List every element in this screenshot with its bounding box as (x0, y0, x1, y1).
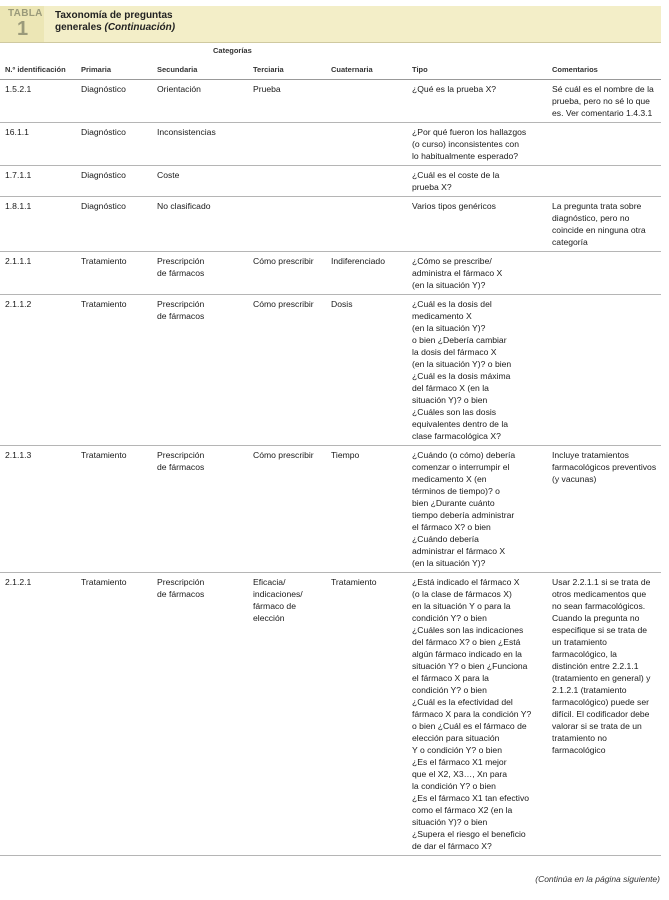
cell-primaria-text: Diagnóstico (81, 170, 126, 180)
cell-primaria (76, 252, 152, 295)
tabla-number: 1 (17, 18, 29, 40)
col-header-secundaria: Secundaria (157, 65, 198, 74)
cell-comentarios-text: Incluye tratamientos farmacológicos preventivos (y vacunas) (552, 450, 657, 484)
cell-primaria-text: Tratamiento (81, 299, 127, 309)
cell-id-text: 16.1.1 (5, 127, 29, 137)
cell-terciaria (248, 123, 326, 166)
cell-primaria (76, 123, 152, 166)
cell-id (0, 446, 76, 573)
table-row (0, 166, 661, 197)
cell-secundaria-text: No clasificado (157, 201, 211, 211)
cell-cuaternaria-text: Dosis (331, 299, 353, 309)
cell-id-text: 2.1.1.2 (5, 299, 32, 309)
cell-id (0, 197, 76, 252)
cell-terciaria (248, 197, 326, 252)
table-body (0, 80, 661, 856)
cell-id-text: 2.1.2.1 (5, 577, 32, 587)
cell-terciaria (248, 252, 326, 295)
cell-secundaria-text: Prescripción de fármacos (157, 450, 205, 472)
cell-primaria-text: Tratamiento (81, 450, 127, 460)
column-header-row (0, 62, 661, 80)
cell-terciaria-text: Cómo prescribir (253, 450, 314, 460)
cell-terciaria (248, 446, 326, 573)
title-line-1: Taxonomía de preguntas (55, 10, 173, 21)
cell-secundaria (152, 80, 248, 123)
cell-primaria (76, 197, 152, 252)
cell-id-text: 1.5.2.1 (5, 84, 32, 94)
cell-cuaternaria (326, 123, 407, 166)
cell-tipo (407, 197, 547, 252)
cell-secundaria-text: Prescripción de fármacos (157, 299, 205, 321)
cell-primaria (76, 446, 152, 573)
cell-secundaria-text: Coste (157, 170, 180, 180)
cell-primaria (76, 573, 152, 856)
cell-tipo (407, 446, 547, 573)
cell-secundaria (152, 295, 248, 446)
cell-id-text: 2.1.1.1 (5, 256, 32, 266)
cell-id (0, 166, 76, 197)
col-header-tipo: Tipo (412, 65, 428, 74)
table-row (0, 573, 661, 856)
tabla-label: TABLA (8, 8, 43, 19)
cell-secundaria-text: Prescripción de fármacos (157, 577, 205, 599)
table-row (0, 80, 661, 123)
col-header-terciaria: Terciaria (253, 65, 284, 74)
cell-comentarios (547, 446, 661, 573)
cell-secundaria-text: Inconsistencias (157, 127, 216, 137)
table-title (55, 10, 175, 34)
cell-primaria (76, 295, 152, 446)
cell-cuaternaria (326, 295, 407, 446)
table-row (0, 446, 661, 573)
cell-comentarios-text: Sé cuál es el nombre de la prueba, pero no sé lo que es. Ver comentario 1.4.3.1 (552, 84, 654, 118)
table-row (0, 197, 661, 252)
cell-id (0, 573, 76, 856)
cell-primaria (76, 80, 152, 123)
taxonomy-table (0, 62, 661, 856)
cell-secundaria (152, 123, 248, 166)
title-line-2: generales (55, 22, 102, 33)
cell-secundaria-text: Orientación (157, 84, 201, 94)
cell-tipo-text: ¿Cuál es el coste de la prueba X? (412, 170, 500, 192)
table-row (0, 252, 661, 295)
cell-comentarios (547, 166, 661, 197)
cell-secundaria (152, 252, 248, 295)
col-header-comentarios: Comentarios (552, 65, 598, 74)
cell-cuaternaria-text: Tratamiento (331, 577, 377, 587)
cell-secundaria (152, 197, 248, 252)
cell-secundaria-text: Prescripción de fármacos (157, 256, 205, 278)
cell-id-text: 2.1.1.3 (5, 450, 32, 460)
cell-terciaria (248, 80, 326, 123)
col-header-id: N.º identificación (5, 65, 66, 74)
cell-id (0, 295, 76, 446)
cell-cuaternaria (326, 80, 407, 123)
cell-primaria-text: Diagnóstico (81, 127, 126, 137)
cell-comentarios (547, 252, 661, 295)
cell-cuaternaria (326, 166, 407, 197)
cell-comentarios-text: La pregunta trata sobre diagnóstico, pero no coincide en ninguna otra categoría (552, 201, 646, 247)
cell-tipo (407, 123, 547, 166)
cell-terciaria (248, 295, 326, 446)
cell-comentarios (547, 197, 661, 252)
cell-comentarios-text: Usar 2.2.1.1 si se trata de otros medicamentos que no sean farmacológicos. Cuando la pregunta no especifique si se trata de un tratamiento farmacológico, la distinción entre 2.2.1.1 (tratamiento en general) y 2.1.2.1 (tratamiento farmacológico) puede ser difícil. El codificador debe valorar si se trata de un tratamiento no farmacológico (552, 577, 651, 755)
cell-id (0, 80, 76, 123)
cell-primaria-text: Tratamiento (81, 256, 127, 266)
cell-comentarios (547, 573, 661, 856)
cell-primaria-text: Tratamiento (81, 577, 127, 587)
table-header-banner (0, 6, 661, 43)
cell-cuaternaria-text: Indiferenciado (331, 256, 385, 266)
table-row (0, 123, 661, 166)
cell-id (0, 123, 76, 166)
col-header-cuaternaria: Cuaternaria (331, 65, 373, 74)
continuation-note: (Continúa en la página siguiente) (535, 874, 660, 884)
cell-comentarios (547, 295, 661, 446)
cell-primaria-text: Diagnóstico (81, 84, 126, 94)
cell-primaria (76, 166, 152, 197)
cell-tipo-text: ¿Cuál es la dosis del medicamento X (en la situación Y)? o bien ¿Debería cambiar la dosis del fármaco X (en la situación Y)? o bien ¿Cuál es la dosis máxima del fármaco X (en la situación Y)? o bien ¿Cuáles son las dosis equivalentes dentro de la clase farmacológica X? (412, 299, 512, 441)
cell-cuaternaria (326, 197, 407, 252)
cell-tipo-text: ¿Cómo se prescribe/ administra el fármaco X (en la situación Y)? (412, 256, 503, 290)
cell-cuaternaria (326, 446, 407, 573)
cell-tipo (407, 252, 547, 295)
cell-id (0, 252, 76, 295)
cell-tipo-text: Varios tipos genéricos (412, 201, 496, 211)
cell-terciaria (248, 166, 326, 197)
cell-terciaria-text: Prueba (253, 84, 281, 94)
cell-secundaria (152, 166, 248, 197)
cell-tipo-text: ¿Está indicado el fármaco X (o la clase de fármacos X) en la situación Y o para la condición Y? o bien ¿Cuáles son las indicaciones del fármaco X? o bien ¿Está algún fármaco indicado en la situación Y? o bien ¿Funciona el fármaco X para la condición Y? o bien ¿Cuál es la efectividad del fármaco X para la condición Y? o bien ¿Cuál es el fármaco de elección para situación Y o condición Y? o bien ¿Es el fármaco X1 mejor que el X2, X3…, Xn para la condición Y? o bien ¿Es el fármaco X1 tan efectivo como el fármaco X2 (en la situación Y)? o bien ¿Supera el riesgo el beneficio de dar el fármaco X? (412, 577, 532, 851)
col-header-primaria: Primaria (81, 65, 112, 74)
cell-terciaria-text: Cómo prescribir (253, 256, 314, 266)
cell-tipo (407, 573, 547, 856)
cell-tipo (407, 80, 547, 123)
tabla-badge (0, 6, 44, 42)
cell-tipo (407, 166, 547, 197)
cell-cuaternaria-text: Tiempo (331, 450, 360, 460)
cell-cuaternaria (326, 252, 407, 295)
cell-secundaria (152, 446, 248, 573)
cell-terciaria-text: Cómo prescribir (253, 299, 314, 309)
cell-tipo-text: ¿Cuándo (o cómo) debería comenzar o interrumpir el medicamento X (en términos de tiempo)? o bien ¿Durante cuánto tiempo debería administrar el fármaco X? o bien ¿Cuándo debería administrar el fármaco X (en la situación Y)? (412, 450, 516, 568)
categories-label: Categorías (213, 46, 252, 55)
cell-tipo-text: ¿Por qué fueron los hallazgos (o curso) inconsistentes con lo habitualmente esperado? (412, 127, 527, 161)
title-continuation: (Continuación) (104, 22, 176, 33)
table-row (0, 295, 661, 446)
cell-tipo-text: ¿Qué es la prueba X? (412, 84, 497, 94)
cell-terciaria-text: Eficacia/ indicaciones/ fármaco de elección (253, 577, 303, 623)
cell-primaria-text: Diagnóstico (81, 201, 126, 211)
cell-id-text: 1.7.1.1 (5, 170, 32, 180)
cell-comentarios (547, 80, 661, 123)
cell-comentarios (547, 123, 661, 166)
cell-id-text: 1.8.1.1 (5, 201, 32, 211)
cell-cuaternaria (326, 573, 407, 856)
cell-secundaria (152, 573, 248, 856)
cell-tipo (407, 295, 547, 446)
cell-terciaria (248, 573, 326, 856)
